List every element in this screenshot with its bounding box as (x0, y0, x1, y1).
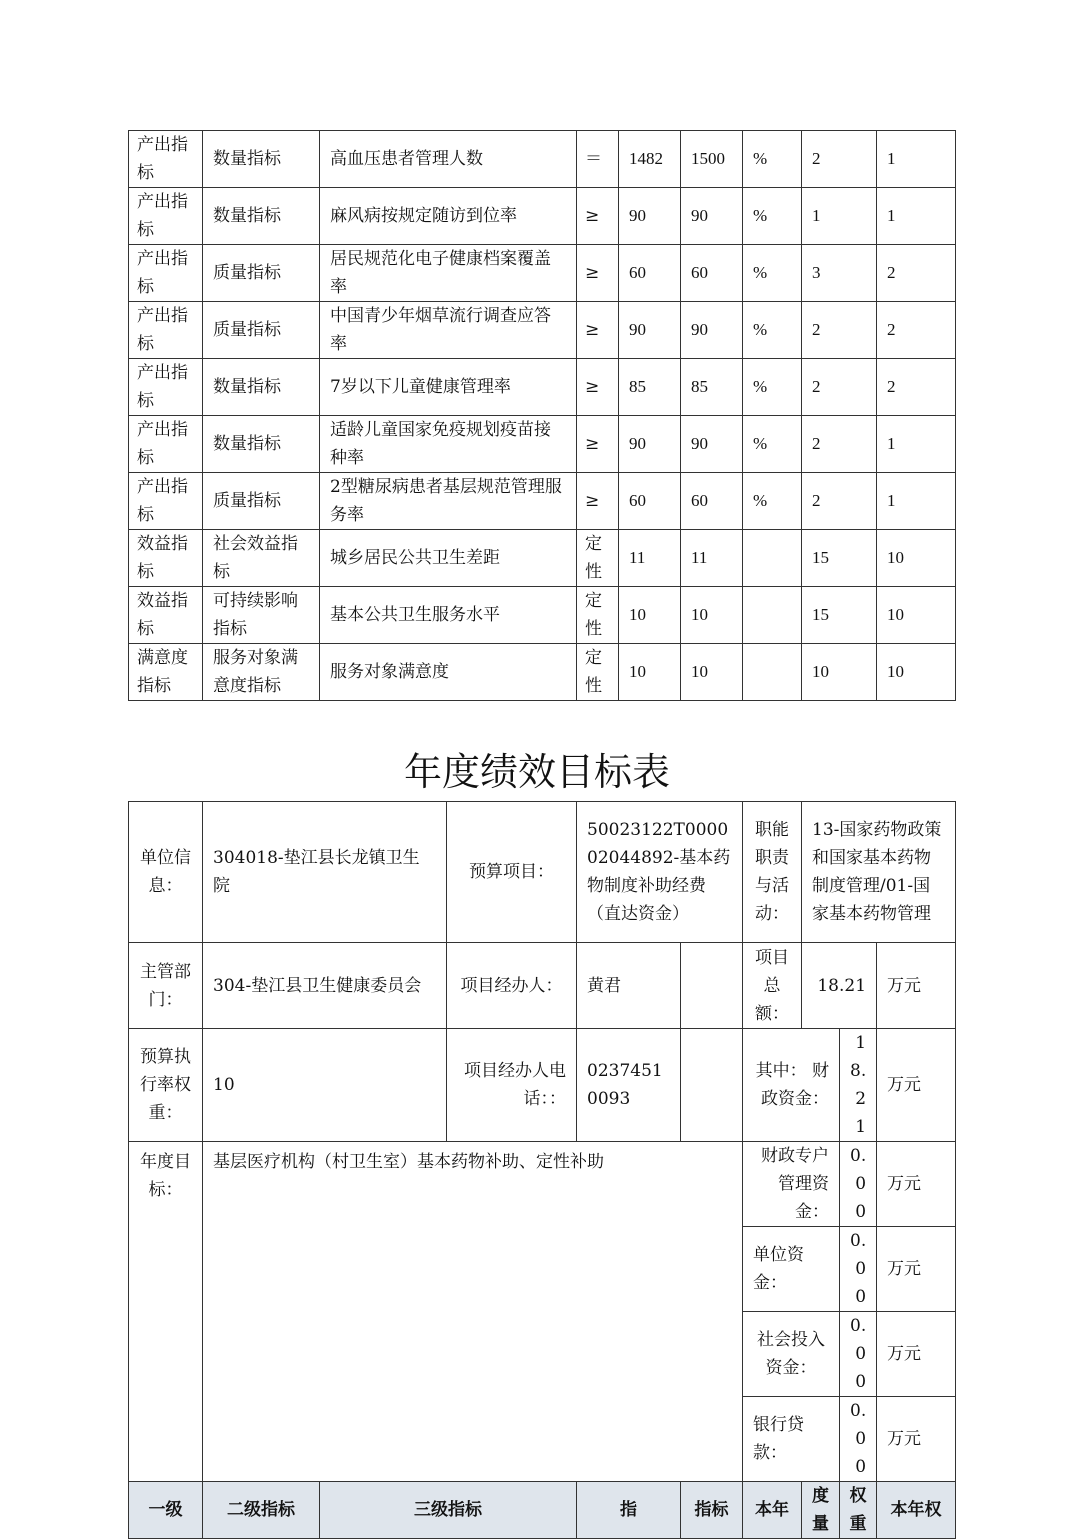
header-target: 指标 (681, 1482, 743, 1539)
social-funds-unit: 万元 (877, 1312, 956, 1397)
header-year-value: 本年 (743, 1482, 802, 1539)
indicator-row (129, 644, 956, 701)
cell-unit (743, 644, 802, 701)
social-funds-label: 社会投入资金： (743, 1312, 840, 1397)
cell-unit: % (743, 473, 802, 530)
cell-level2: 社会效益指标 (203, 530, 320, 587)
dept-value: 304-垫江县卫生健康委员会 (203, 943, 447, 1029)
cell-level2: 数量指标 (203, 188, 320, 245)
cell-level3: 服务对象满意度 (320, 644, 577, 701)
cell-level1: 产出指标 (129, 359, 203, 416)
cell-target: 60 (619, 245, 681, 302)
cell-weight: 2 (802, 473, 877, 530)
budget-item-label: 预算项目： (447, 802, 577, 943)
cell-target: 60 (619, 473, 681, 530)
fiscal-value: 18.21 (840, 1029, 877, 1142)
cell-level2: 数量指标 (203, 131, 320, 188)
phone-value: 02374510093 (577, 1029, 681, 1142)
dept-label: 主管部门： (129, 943, 203, 1029)
cell-year-weight: 10 (877, 530, 956, 587)
cell-year-weight: 1 (877, 188, 956, 245)
cell-level3: 7岁以下儿童健康管理率 (320, 359, 577, 416)
special-account-value: 0.00 (840, 1142, 877, 1227)
cell-year-value: 90 (681, 188, 743, 245)
header-year-weight: 本年权 (877, 1482, 956, 1539)
cell-symbol: 定性 (577, 644, 619, 701)
cell-year-value: 10 (681, 644, 743, 701)
cell-symbol: 定性 (577, 530, 619, 587)
total-unit: 万元 (877, 943, 956, 1029)
own-funds-unit: 万元 (877, 1227, 956, 1312)
cell-weight: 15 (802, 530, 877, 587)
fiscal-unit: 万元 (877, 1029, 956, 1142)
cell-unit: % (743, 359, 802, 416)
phone-empty (681, 1029, 743, 1142)
manager-label: 项目经办人： (447, 943, 577, 1029)
own-funds-label: 单位资金： (743, 1227, 840, 1312)
indicator-row (129, 587, 956, 644)
cell-level1: 产出指标 (129, 245, 203, 302)
bank-loan-value: 0.00 (840, 1397, 877, 1482)
cell-weight: 2 (802, 359, 877, 416)
cell-level2: 可持续影响指标 (203, 587, 320, 644)
cell-target: 90 (619, 416, 681, 473)
fiscal-label: 其中： 财政资金： (743, 1029, 840, 1142)
cell-level2: 质量指标 (203, 245, 320, 302)
cell-symbol: ≥ (577, 188, 619, 245)
cell-unit: % (743, 416, 802, 473)
cell-target: 11 (619, 530, 681, 587)
cell-level1: 满意度指标 (129, 644, 203, 701)
cell-target: 85 (619, 359, 681, 416)
cell-level3: 2型糖尿病患者基层规范管理服务率 (320, 473, 577, 530)
cell-target: 10 (619, 644, 681, 701)
cell-year-value: 85 (681, 359, 743, 416)
function-value: 13-国家药物政策和国家基本药物制度管理/01-国家基本药物管理 (802, 802, 956, 943)
cell-unit: % (743, 302, 802, 359)
cell-year-weight: 2 (877, 302, 956, 359)
cell-target: 1482 (619, 131, 681, 188)
special-account-unit: 万元 (877, 1142, 956, 1227)
cell-level3: 居民规范化电子健康档案覆盖率 (320, 245, 577, 302)
total-value: 18.21 (802, 943, 877, 1029)
header-symbol: 指 (577, 1482, 681, 1539)
indicator-row (129, 530, 956, 587)
bank-loan-label: 银行贷款： (743, 1397, 840, 1482)
cell-level3: 适龄儿童国家免疫规划疫苗接种率 (320, 416, 577, 473)
cell-unit (743, 530, 802, 587)
annual-goal-label: 年度目标： (129, 1142, 203, 1482)
cell-target: 90 (619, 188, 681, 245)
cell-year-value: 90 (681, 302, 743, 359)
cell-weight: 2 (802, 416, 877, 473)
page-title: 年度绩效目标表 (403, 750, 670, 794)
phone-label: 项目经办人电话：： (447, 1029, 577, 1142)
indicator-table (128, 130, 956, 701)
cell-level1: 产出指标 (129, 473, 203, 530)
performance-info-table (128, 801, 956, 1539)
cell-level1: 效益指标 (129, 530, 203, 587)
cell-target: 90 (619, 302, 681, 359)
cell-weight: 3 (802, 245, 877, 302)
own-funds-value: 0.00 (840, 1227, 877, 1312)
indicator-row (129, 245, 956, 302)
cell-level3: 麻风病按规定随访到位率 (320, 188, 577, 245)
cell-level1: 产出指标 (129, 188, 203, 245)
cell-level3: 城乡居民公共卫生差距 (320, 530, 577, 587)
exec-rate-label: 预算执行率权重： (129, 1029, 203, 1142)
cell-unit: % (743, 245, 802, 302)
cell-symbol: ≥ (577, 473, 619, 530)
header-measure: 度量 (802, 1482, 840, 1539)
cell-year-value: 90 (681, 416, 743, 473)
cell-level1: 产出指标 (129, 302, 203, 359)
cell-level3: 中国青少年烟草流行调查应答率 (320, 302, 577, 359)
indicator-row (129, 359, 956, 416)
cell-year-value: 11 (681, 530, 743, 587)
cell-target: 10 (619, 587, 681, 644)
indicator-row (129, 473, 956, 530)
cell-level3: 高血压患者管理人数 (320, 131, 577, 188)
cell-weight: 2 (802, 131, 877, 188)
cell-year-value: 60 (681, 245, 743, 302)
manager-empty (681, 943, 743, 1029)
function-label: 职能职责与活动： (743, 802, 802, 943)
bank-loan-unit: 万元 (877, 1397, 956, 1482)
cell-symbol: ＝ (577, 131, 619, 188)
cell-symbol: 定性 (577, 587, 619, 644)
cell-unit: % (743, 188, 802, 245)
unit-info-label: 单位信息： (129, 802, 203, 943)
indicator-row (129, 302, 956, 359)
cell-level2: 质量指标 (203, 473, 320, 530)
indicator-body (129, 131, 956, 701)
cell-year-weight: 2 (877, 359, 956, 416)
social-funds-value: 0.00 (840, 1312, 877, 1397)
cell-year-weight: 1 (877, 416, 956, 473)
header-weight: 权重 (840, 1482, 877, 1539)
cell-year-weight: 10 (877, 587, 956, 644)
indicator-row (129, 416, 956, 473)
cell-unit: % (743, 131, 802, 188)
cell-level2: 数量指标 (203, 359, 320, 416)
cell-level1: 效益指标 (129, 587, 203, 644)
cell-level1: 产出指标 (129, 131, 203, 188)
cell-level2: 质量指标 (203, 302, 320, 359)
cell-weight: 15 (802, 587, 877, 644)
header-level2: 二级指标 (203, 1482, 320, 1539)
cell-year-weight: 1 (877, 473, 956, 530)
cell-symbol: ≥ (577, 245, 619, 302)
cell-weight: 2 (802, 302, 877, 359)
manager-value: 黄君 (577, 943, 681, 1029)
cell-year-weight: 1 (877, 131, 956, 188)
header-level1: 一级 (129, 1482, 203, 1539)
cell-year-value: 10 (681, 587, 743, 644)
cell-year-value: 1500 (681, 131, 743, 188)
budget-item-value: 50023122T000002044892-基本药物制度补助经费（直达资金） (577, 802, 743, 943)
cell-year-weight: 10 (877, 644, 956, 701)
cell-level2: 数量指标 (203, 416, 320, 473)
cell-symbol: ≥ (577, 359, 619, 416)
cell-year-value: 60 (681, 473, 743, 530)
cell-level2: 服务对象满意度指标 (203, 644, 320, 701)
cell-unit (743, 587, 802, 644)
cell-level1: 产出指标 (129, 416, 203, 473)
indicator-row (129, 188, 956, 245)
cell-symbol: ≥ (577, 302, 619, 359)
indicator-row (129, 131, 956, 188)
cell-level3: 基本公共卫生服务水平 (320, 587, 577, 644)
exec-rate-value: 10 (203, 1029, 447, 1142)
cell-weight: 1 (802, 188, 877, 245)
total-label: 项目总额： (743, 943, 802, 1029)
special-account-label: 财政专户管理资金： (743, 1142, 840, 1227)
cell-year-weight: 2 (877, 245, 956, 302)
cell-symbol: ≥ (577, 416, 619, 473)
cell-weight: 10 (802, 644, 877, 701)
unit-info-value: 304018-垫江县长龙镇卫生院 (203, 802, 447, 943)
annual-goal-value: 基层医疗机构（村卫生室）基本药物补助、定性补助 (203, 1142, 743, 1482)
header-level3: 三级指标 (320, 1482, 577, 1539)
